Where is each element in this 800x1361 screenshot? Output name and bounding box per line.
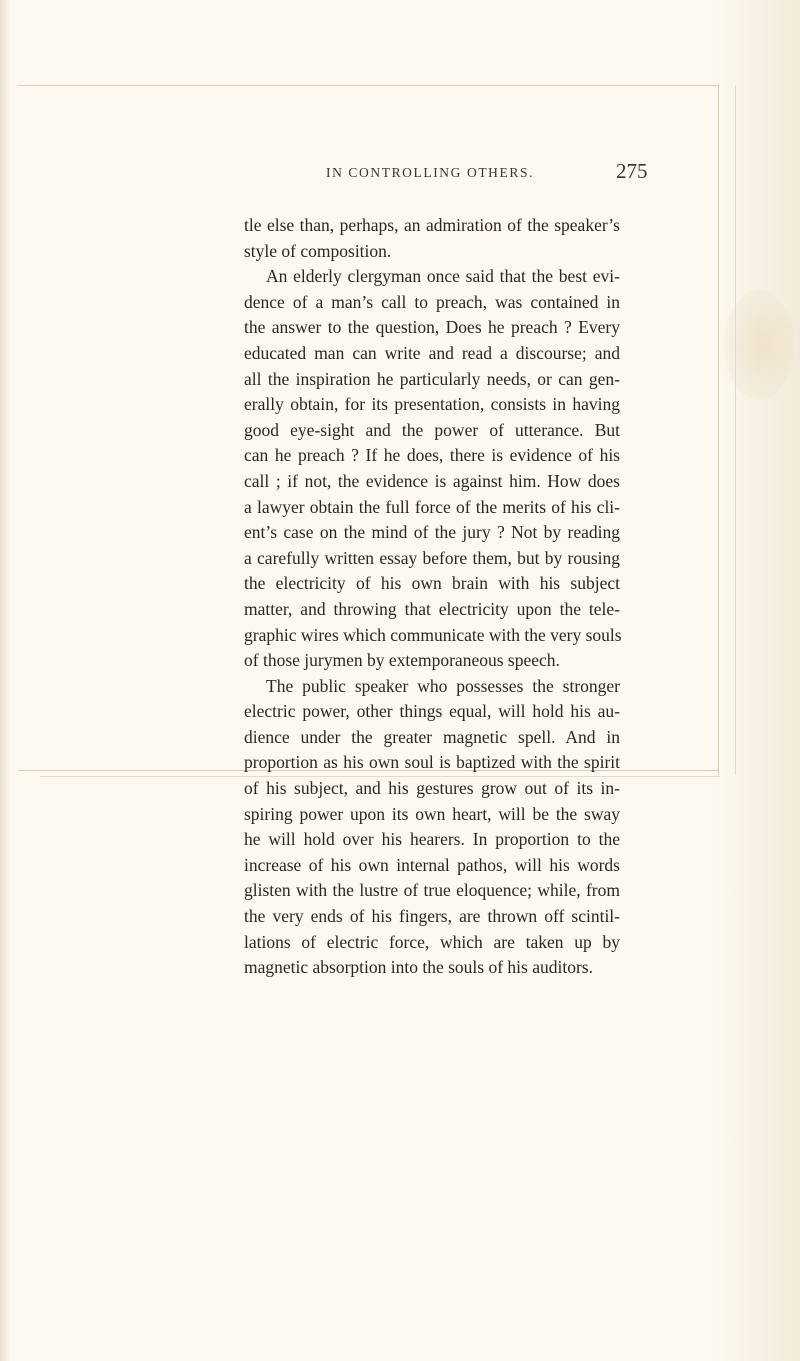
text-line: a carefully written essay before them, but by rousing [244,547,620,568]
text-line: he will hold over his hearers. In proportion to the [244,829,620,850]
text-line: lations of electric force, which are taken up by [244,931,620,952]
text-line: good eye-sight and the power of utterance. But [244,419,620,440]
text-line: of his subject, and his gestures grow out of its in- [244,778,620,799]
text-line: the answer to the question, Does he preach ? Every [244,317,620,338]
text-line: erally obtain, for its presentation, consists in having [244,394,620,415]
text-line: of those jurymen by extemporaneous speech. [244,650,560,671]
text-line: all the inspiration he particularly needs, or can gen- [244,368,620,389]
text-line: can he preach ? If he does, there is evidence of his [244,445,620,466]
running-head-title: IN CONTROLLING OTHERS. [326,165,535,180]
text-line: a lawyer obtain the full force of the merits of his cli- [244,496,620,517]
text-line: The public speaker who possesses the stronger [266,675,620,696]
text-line: call ; if not, the evidence is against him. How does [244,470,620,491]
page-edge-top [18,85,718,86]
text-line: magnetic absorption into the souls of his auditors. [244,957,593,978]
scan-edge-left [0,0,10,1361]
text-line: tle else than, perhaps, an admiration of the speaker’s [244,215,620,235]
text-line: proportion as his own soul is baptized with the spirit [244,752,620,773]
text-line: graphic wires which communicate with the very souls [244,624,622,645]
body-text [244,213,620,981]
text-line: increase of his own internal pathos, will his words [244,854,620,875]
text-line: matter, and throwing that electricity upon the tele- [244,598,620,619]
text-line: educated man can write and read a discourse; and [244,342,620,363]
text-line: style of composition. [244,240,392,261]
text-line: spiring power upon its own heart, will be the sway [244,803,620,824]
scan-edge-right [710,0,800,1361]
text-line: glisten with the lustre of true eloquence; while, from [244,880,620,901]
text-line: the electricity of his own brain with his subject [244,573,620,594]
text-line: dence of a man’s call to preach, was contained in [244,291,620,312]
text-line: ent’s case on the mind of the jury ? Not by reading [244,522,620,543]
page-number: 275 [616,159,648,183]
text-line: electric power, other things equal, will hold his au- [244,701,620,722]
text-line: dience under the greater magnetic spell. And in [244,726,620,747]
text-line: An elderly clergyman once said that the best evi- [266,266,620,287]
running-head [0,159,800,189]
text-line: the very ends of his fingers, are thrown off scintil- [244,906,620,927]
